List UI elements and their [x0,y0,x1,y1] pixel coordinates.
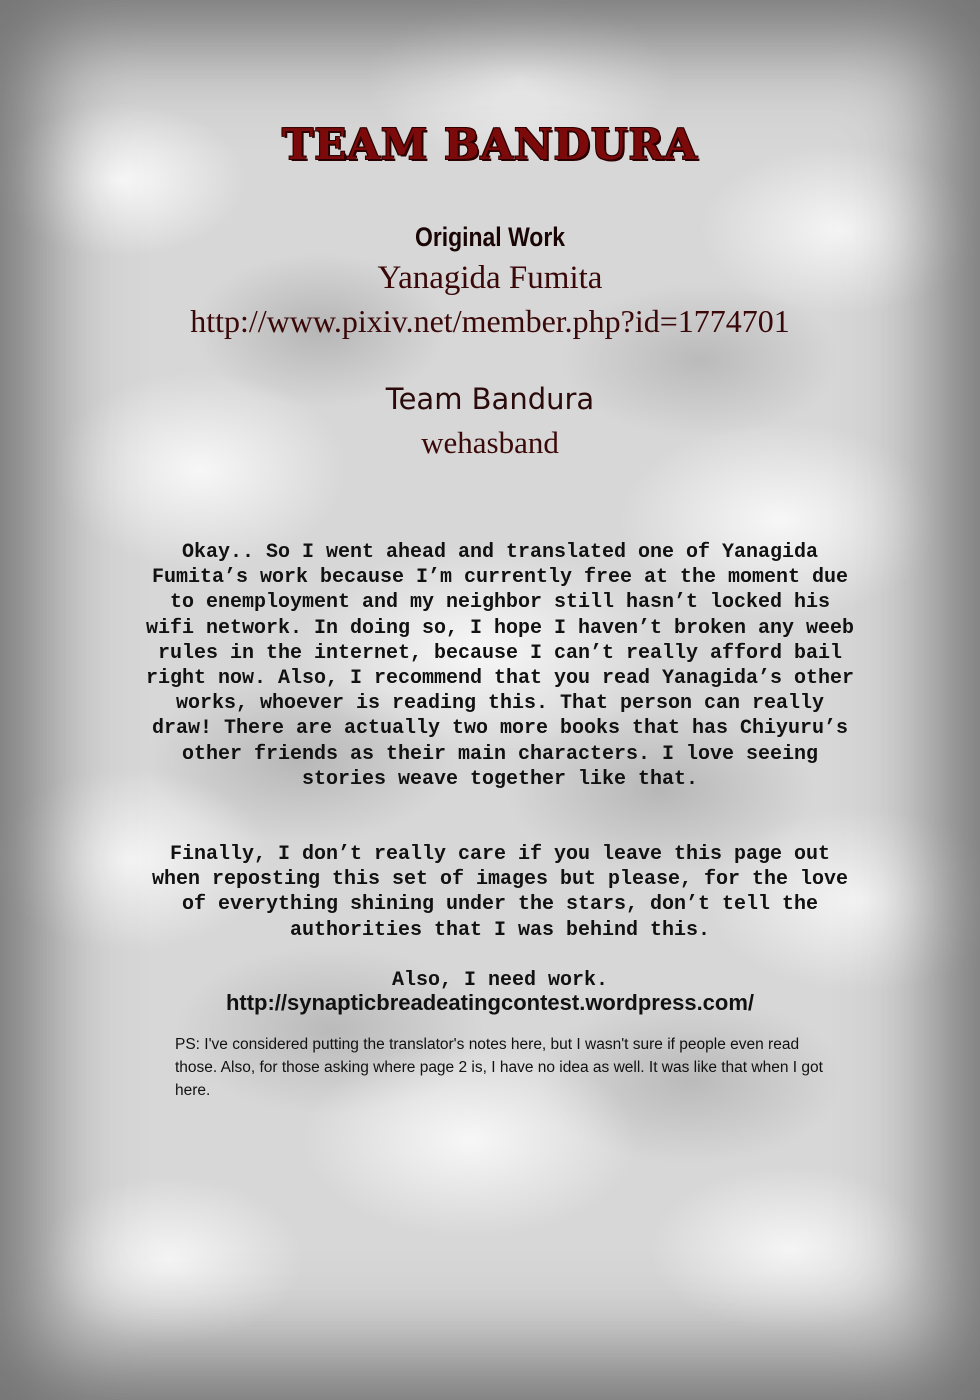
author-name: Yanagida Fumita [377,260,603,296]
page-title: TEAM BANDURA [282,120,698,169]
blog-url: http://synapticbreadeatingcontest.wordpress.com/ [225,990,755,1015]
team-name: Team Bandura [385,382,595,416]
postscript: PS: I've considered putting the translator's notes here, but I wasn't sure if people even read those. Also, for those asking where page 2 is, I have no idea as well. It was like that when I got here. [175,1036,823,1099]
team-member: wehasband [421,425,559,460]
message-paragraph-2: Finally, I don’t really care if you leave this page out when reposting this set of images but please, for the love of everything shining under the stars, don’t tell the authorities that I was behind this. [151,843,849,942]
author-url: http://www.pixiv.net/member.php?id=1774701 [190,303,790,339]
message-paragraph-3: Also, I need work. [391,969,609,992]
message-paragraph-1: Okay.. So I went ahead and translated one of Yanagida Fumita’s work because I’m currently free at the moment due to enemployment and my neighbor still hasn’t locked his wifi network. In doing so, I hope I haven’t broken any weeb rules in the internet, because I can’t really afford bail right now. Also, I recommend that you read Yanagida’s other works, whoever is reading this. That person can really draw! There are actually two more books that has Chiyuru’s other friends as their main characters. I love seeing stories weave together like that. [145,541,855,791]
original-work-label: Original Work [414,222,566,252]
